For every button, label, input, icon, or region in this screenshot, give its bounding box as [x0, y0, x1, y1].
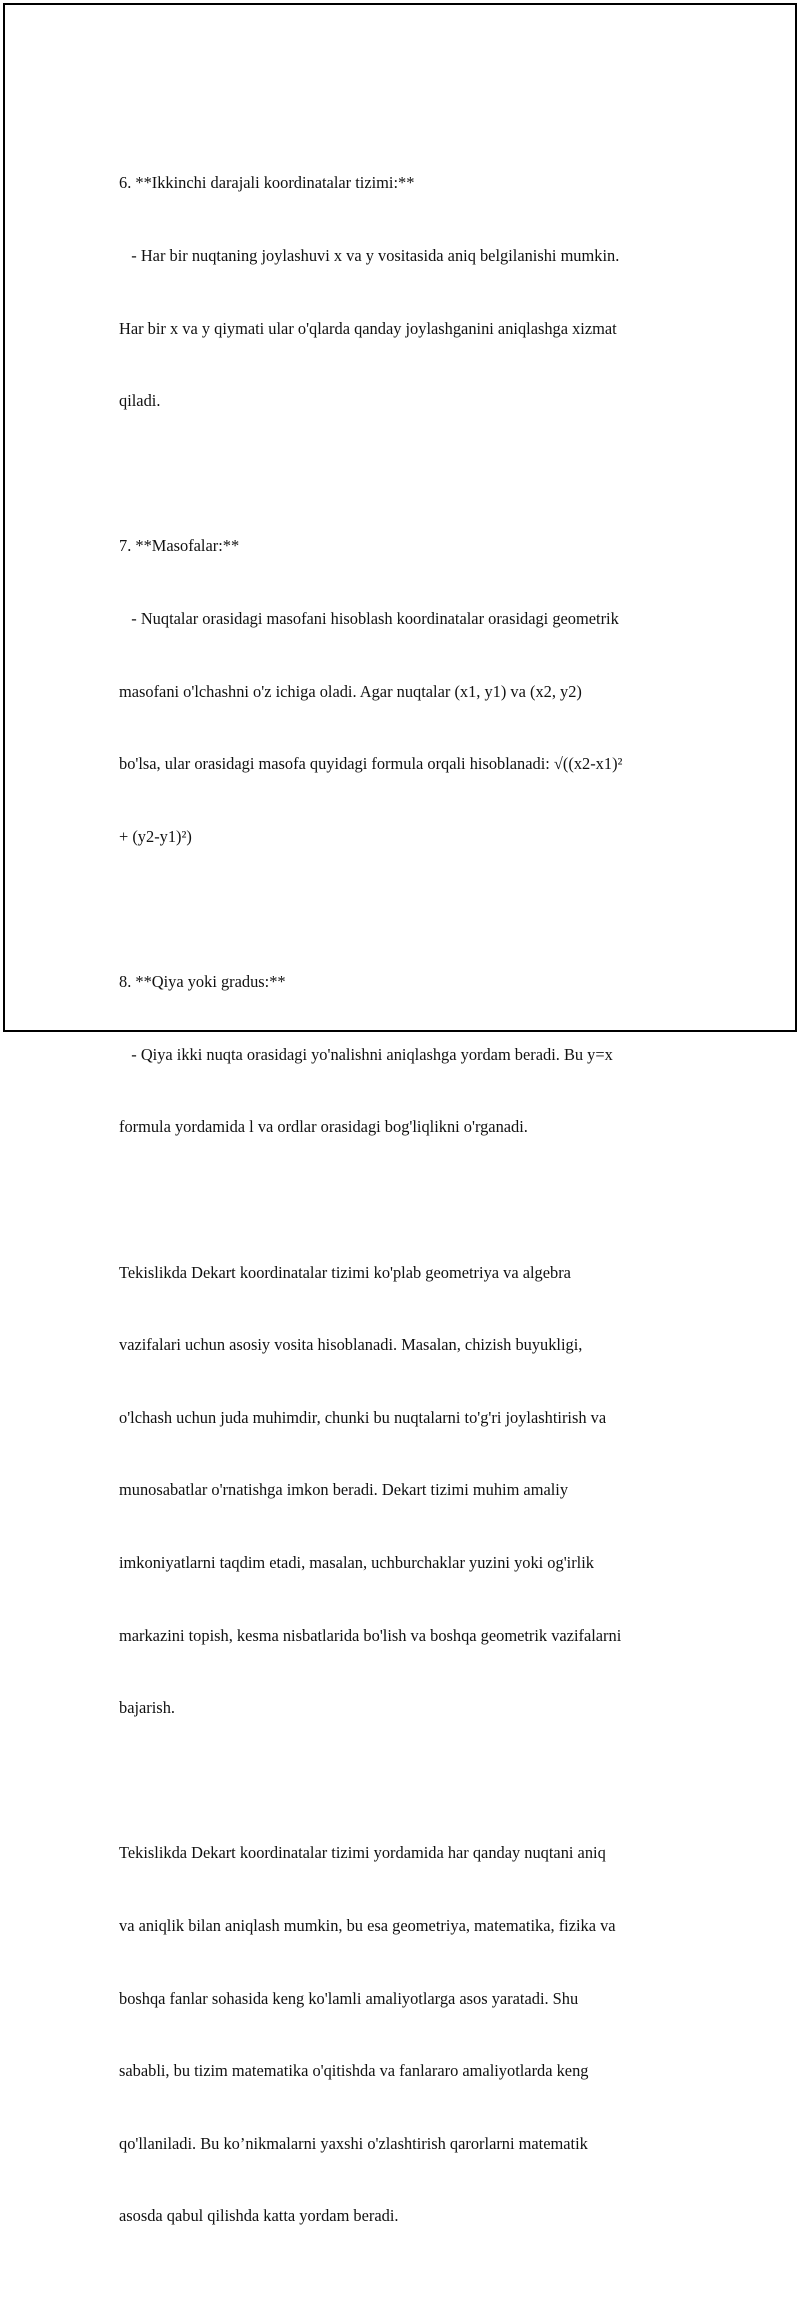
- text-line: Tekislikda Dekart koordinatalar tizimi ko'plab geometriya va algebra: [119, 1262, 571, 1282]
- section-slope: [119, 922, 689, 1188]
- document-body: [119, 123, 689, 2301]
- text-line: sababli, bu tizim matematika o'qitishda va fanlararo amaliyotlarda keng: [119, 2061, 589, 2081]
- text-line: - Nuqtalar orasidagi masofani hisoblash koordinatalar orasidagi geometrik: [119, 609, 619, 629]
- text-line: qiladi.: [119, 391, 161, 411]
- text-line: markazini topish, kesma nisbatlarida bo'lish va boshqa geometrik vazifalarni: [119, 1625, 622, 1645]
- section-heading: 6. **Ikkinchi darajali koordinatalar tizimi:**: [119, 173, 415, 193]
- document-page: [3, 3, 797, 2226]
- text-line: imkoniyatlarni taqdim etadi, masalan, uchburchaklar yuzini yoki og'irlik: [119, 1552, 594, 1572]
- text-line: Tekislikda Dekart koordinatalar tizimi yordamida har qanday nuqtani aniq: [119, 1843, 606, 1863]
- text-line: Har bir x va y qiymati ular o'qlarda qanday joylashganini aniqlashga xizmat: [119, 318, 617, 338]
- text-line: munosabatlar o'rnatishga imkon beradi. Dekart tizimi muhim amaliy: [119, 1480, 569, 1500]
- text-line: - Qiya ikki nuqta orasidagi yo'nalishni aniqlashga yordam beradi. Bu y=x: [119, 1044, 613, 1064]
- text-line: masofani o'lchashni o'z ichiga oladi. Agar nuqtalar (x1, y1) va (x2, y2): [119, 681, 582, 701]
- text-line: bajarish.: [119, 1698, 175, 1718]
- section-distances: [119, 486, 689, 897]
- text-line: boshqa fanlar sohasida keng ko'lamli amaliyotlarga asos yaratadi. Shu: [119, 1988, 579, 2008]
- text-line: qo'llaniladi. Bu ko’nikmalarni yaxshi o'zlashtirish qarorlarni matematik: [119, 2133, 588, 2153]
- section-coordinate-system: [119, 123, 689, 462]
- text-line: vazifalari uchun asosiy vosita hisoblanadi. Masalan, chizish buyukligi,: [119, 1335, 583, 1355]
- text-line: - Har bir nuqtaning joylashuvi x va y vositasida aniq belgilanishi mumkin.: [119, 246, 620, 266]
- text-line: asosda qabul qilishda katta yordam beradi.: [119, 2206, 399, 2226]
- text-line: + (y2-y1)²): [119, 826, 192, 846]
- paragraph-cartesian-uses: [119, 1212, 689, 1769]
- section-heading: 7. **Masofalar:**: [119, 536, 240, 556]
- section-heading: 8. **Qiya yoki gradus:**: [119, 972, 286, 992]
- text-line: formula yordamida l va ordlar orasidagi bog'liqlikni o'rganadi.: [119, 1117, 528, 1137]
- text-line: bo'lsa, ular orasidagi masofa quyidagi formula orqali hisoblanadi: √((x2-x1)²: [119, 754, 623, 774]
- text-line: o'lchash uchun juda muhimdir, chunki bu nuqtalarni to'g'ri joylashtirish va: [119, 1407, 607, 1427]
- text-line: va aniqlik bilan aniqlash mumkin, bu esa geometriya, matematika, fizika va: [119, 1915, 616, 1935]
- paragraph-conclusion: [119, 1793, 689, 2277]
